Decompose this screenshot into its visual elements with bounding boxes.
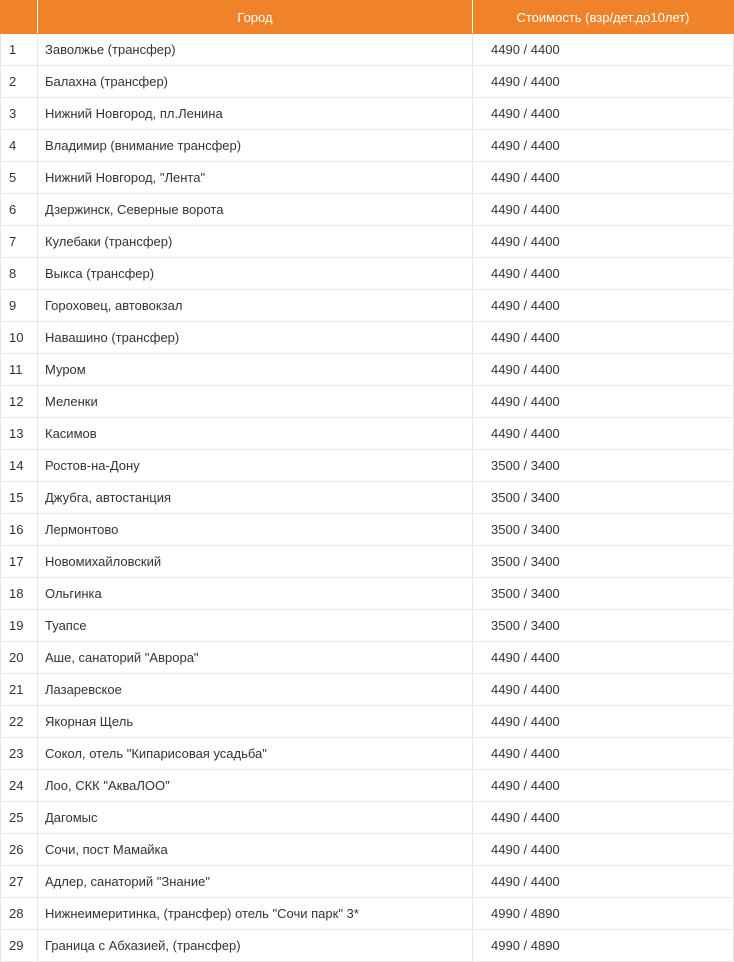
row-number: 18: [1, 578, 38, 610]
row-price: 3500 / 3400: [473, 514, 734, 546]
row-city: Нижний Новгород, пл.Ленина: [38, 98, 473, 130]
row-city: Лоо, СКК "АкваЛОО": [38, 770, 473, 802]
row-city: Ростов-на-Дону: [38, 450, 473, 482]
row-number: 9: [1, 290, 38, 322]
row-number: 11: [1, 354, 38, 386]
table-row: [1, 834, 734, 866]
row-city: Ольгинка: [38, 578, 473, 610]
row-city: Гороховец, автовокзал: [38, 290, 473, 322]
row-price: 4490 / 4400: [473, 706, 734, 738]
row-number: 25: [1, 802, 38, 834]
table-row: [1, 642, 734, 674]
row-price: 4490 / 4400: [473, 322, 734, 354]
row-price: 4490 / 4400: [473, 738, 734, 770]
row-price: 3500 / 3400: [473, 450, 734, 482]
row-city: Выкса (трансфер): [38, 258, 473, 290]
row-city: Нижнеимеритинка, (трансфер) отель "Сочи парк" 3*: [38, 898, 473, 930]
table-row: [1, 162, 734, 194]
row-number: 4: [1, 130, 38, 162]
row-number: 5: [1, 162, 38, 194]
table-row: [1, 226, 734, 258]
table-row: [1, 66, 734, 98]
table-row: [1, 130, 734, 162]
row-number: 14: [1, 450, 38, 482]
row-price: 4490 / 4400: [473, 194, 734, 226]
row-number: 10: [1, 322, 38, 354]
row-city: Кулебаки (трансфер): [38, 226, 473, 258]
row-number: 26: [1, 834, 38, 866]
table-row: [1, 546, 734, 578]
row-city: Туапсе: [38, 610, 473, 642]
row-number: 6: [1, 194, 38, 226]
row-city: Сочи, пост Мамайка: [38, 834, 473, 866]
header-city: Город: [38, 1, 473, 34]
row-price: 3500 / 3400: [473, 610, 734, 642]
table-row: [1, 578, 734, 610]
row-city: Лазаревское: [38, 674, 473, 706]
row-number: 20: [1, 642, 38, 674]
row-number: 2: [1, 66, 38, 98]
row-price: 4490 / 4400: [473, 226, 734, 258]
row-price: 4490 / 4400: [473, 98, 734, 130]
row-number: 29: [1, 930, 38, 962]
row-city: Касимов: [38, 418, 473, 450]
row-price: 4490 / 4400: [473, 162, 734, 194]
row-city: Лермонтово: [38, 514, 473, 546]
row-price: 3500 / 3400: [473, 546, 734, 578]
row-number: 8: [1, 258, 38, 290]
table-row: [1, 34, 734, 66]
row-price: 4490 / 4400: [473, 642, 734, 674]
row-price: 4990 / 4890: [473, 898, 734, 930]
row-price: 4490 / 4400: [473, 290, 734, 322]
row-price: 4490 / 4400: [473, 418, 734, 450]
table-row: [1, 322, 734, 354]
row-price: 3500 / 3400: [473, 578, 734, 610]
row-price: 3500 / 3400: [473, 482, 734, 514]
row-number: 15: [1, 482, 38, 514]
row-price: 4490 / 4400: [473, 34, 734, 66]
row-number: 22: [1, 706, 38, 738]
table-row: [1, 866, 734, 898]
row-city: Муром: [38, 354, 473, 386]
row-city: Дагомыс: [38, 802, 473, 834]
table-row: [1, 386, 734, 418]
row-price: 4490 / 4400: [473, 802, 734, 834]
row-city: Аше, санаторий "Аврора": [38, 642, 473, 674]
row-number: 21: [1, 674, 38, 706]
table-row: [1, 706, 734, 738]
row-price: 4490 / 4400: [473, 66, 734, 98]
row-price: 4490 / 4400: [473, 834, 734, 866]
row-number: 16: [1, 514, 38, 546]
row-city: Адлер, санаторий "Знание": [38, 866, 473, 898]
table-row: [1, 482, 734, 514]
row-city: Навашино (трансфер): [38, 322, 473, 354]
row-price: 4490 / 4400: [473, 354, 734, 386]
row-city: Новомихайловский: [38, 546, 473, 578]
row-price: 4490 / 4400: [473, 866, 734, 898]
table-row: [1, 610, 734, 642]
row-number: 12: [1, 386, 38, 418]
table-row: [1, 674, 734, 706]
row-number: 3: [1, 98, 38, 130]
row-city: Дзержинск, Северные ворота: [38, 194, 473, 226]
row-number: 28: [1, 898, 38, 930]
table-row: [1, 802, 734, 834]
row-number: 27: [1, 866, 38, 898]
row-city: Сокол, отель "Кипарисовая усадьба": [38, 738, 473, 770]
row-price: 4490 / 4400: [473, 674, 734, 706]
table-row: [1, 354, 734, 386]
row-city: Балахна (трансфер): [38, 66, 473, 98]
table-row: [1, 898, 734, 930]
row-city: Якорная Щель: [38, 706, 473, 738]
row-city: Заволжье (трансфер): [38, 34, 473, 66]
row-number: 13: [1, 418, 38, 450]
row-number: 1: [1, 34, 38, 66]
table-row: [1, 930, 734, 962]
table-row: [1, 514, 734, 546]
row-number: 7: [1, 226, 38, 258]
row-price: 4490 / 4400: [473, 258, 734, 290]
table-header: [1, 1, 734, 34]
table-row: [1, 98, 734, 130]
table-row: [1, 450, 734, 482]
table-body: [1, 34, 734, 962]
row-price: 4490 / 4400: [473, 770, 734, 802]
row-city: Меленки: [38, 386, 473, 418]
table-row: [1, 418, 734, 450]
table-row: [1, 258, 734, 290]
row-city: Владимир (внимание трансфер): [38, 130, 473, 162]
row-number: 23: [1, 738, 38, 770]
row-city: Нижний Новгород, "Лента": [38, 162, 473, 194]
row-number: 17: [1, 546, 38, 578]
row-city: Джубга, автостанция: [38, 482, 473, 514]
table-row: [1, 290, 734, 322]
row-number: 24: [1, 770, 38, 802]
table-row: [1, 738, 734, 770]
row-price: 4490 / 4400: [473, 130, 734, 162]
row-price: 4490 / 4400: [473, 386, 734, 418]
row-price: 4990 / 4890: [473, 930, 734, 962]
row-city: Граница с Абхазией, (трансфер): [38, 930, 473, 962]
table-row: [1, 770, 734, 802]
header-num: [1, 1, 38, 34]
header-row: [1, 1, 734, 34]
header-price: Стоимость (взр/дет.до10лет): [473, 1, 734, 34]
row-number: 19: [1, 610, 38, 642]
table-row: [1, 194, 734, 226]
